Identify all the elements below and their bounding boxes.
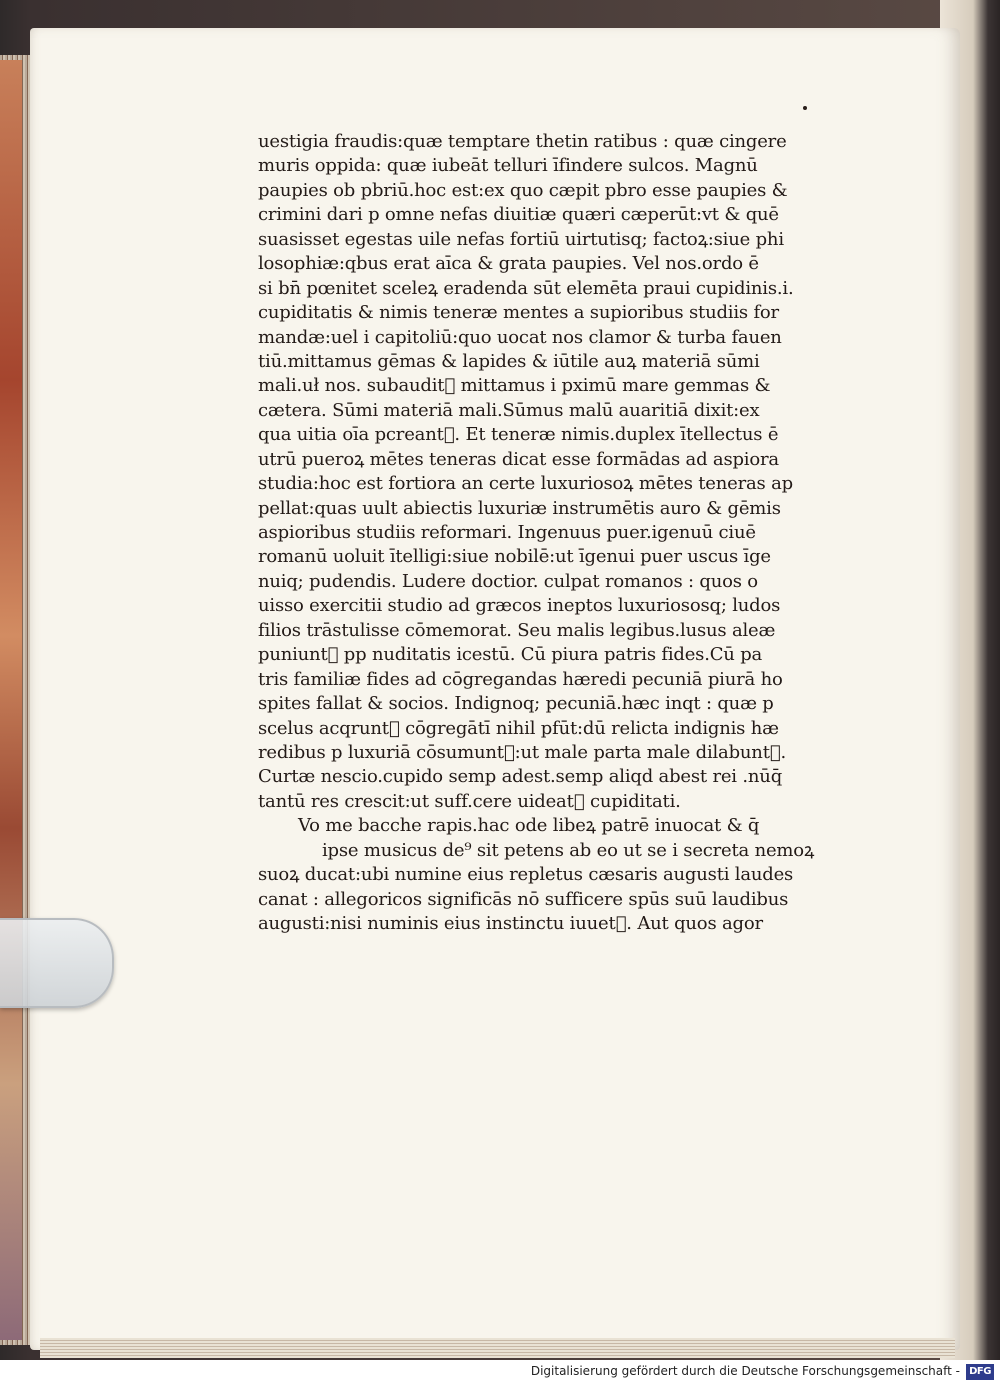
text-line: uisso exercitii studio ad græcos ineptos luxuriososq; ludos [258,595,781,617]
ink-mark [803,106,807,110]
text-line: cupiditatis & nimis teneræ mentes a supioribus studiis for [258,302,779,324]
book-cover-marbled [0,60,22,1340]
footer-bar [0,1360,1000,1385]
text-line: utrū pueroꝝ mētes teneras dicat esse formādas ad aspiora [258,448,779,470]
text-line: scelus acqruntᷣ cōgregātī nihil pfūt:dū relicta indignis hæ [258,717,779,739]
text-line: Vo me bacche rapis.hac ode libeꝝ patrē inuocat & q̄ [298,815,760,837]
text-line: mali.uł nos. subauditᷣ mittamus i pximū mare gemmas & [258,375,771,397]
text-line: tris familiæ fides ad cōgregandas hæredi pecuniā piurā ho [258,668,783,690]
footer-credit-text: Digitalisierung gefördert durch die Deutsche Forschungsgemeinschaft - [530,1364,960,1378]
text-line: crimini dari p omne nefas diuitiæ quæri cæperūt:vt & quē [258,204,779,226]
text-line: muris oppida: quæ iubeāt telluri īfindere sulcos. Magnū [258,155,758,177]
text-line: cætera. Sūmi materiā mali.Sūmus malū auaritiā dixit:ex [258,399,760,421]
text-line: redibus p luxuriā cōsumuntᷣ:ut male parta male dilabuntᷣ. [258,741,787,763]
book-page-edges-bottom [40,1338,955,1358]
text-line: aspioribus studiis reformari. Ingenuus puer.igenuū ciuē [258,522,756,543]
text-line: ipse musicus de⁹ sit petens ab eo ut se i secreta nemoꝝ [322,839,815,861]
text-line: filios trāstulisse cōmemorat. Seu malis legibus.lusus aleæ [258,619,776,641]
text-line: si bn̄ pœnitet sceleꝝ eradenda sūt elemēta praui cupidinis.i. [258,277,794,299]
text-line: pellat:quas uult abiectis luxuriæ instrumētis auro & gēmis [258,497,781,519]
text-line: puniuntᷣ pp nuditatis icestū. Cū piura patris fides.Cū pa [258,644,763,666]
text-line: canat : allegoricos significās nō sufficere spūs suū laudibus [258,888,789,910]
text-line: tiū.mittamus gēmas & lapides & iūtile auꝝ materiā sūmi [258,350,760,372]
dfg-logo: DFG [966,1364,994,1380]
scanner-ruler-clip [0,918,114,1008]
text-line: Curtæ nescio.cupido semp adest.semp aliqd abest rei .nūq̄ [258,766,783,788]
text-line: studia:hoc est fortiora an certe luxuriosoꝝ mētes teneras ap [258,473,793,495]
text-line: uestigia fraudis:quæ temptare thetin ratibus : quæ cingere [258,131,787,152]
text-line: suasisset egestas uile nefas fortiū uirtutisq; factoꝝ:siue phi [258,228,784,250]
text-line: romanū uoluit ītelligi:siue nobilē:ut īgenui puer uscus īge [258,546,771,568]
text-line: augusti:nisi numinis eius instinctu iuuetᷣ. Aut quos agor [258,913,763,934]
text-line: mandæ:uel i capitoliū:quo uocat nos clamor & turba fauen [258,326,782,348]
text-line: spites fallat & socios. Indignoq; pecuniā.hæc inqt : quæ p [258,693,774,715]
text-line: tantū res crescit:ut suff.cere uideatᷣ cupiditati. [258,790,681,812]
text-line: losophiæ:qbus erat aīca & grata paupies. Vel nos.ordo ē [258,253,759,275]
text-line: nuiq; pudendis. Ludere doctior. culpat romanos : quos o [258,570,758,592]
text-line: suoꝝ ducat:ubi numine eius repletus cæsaris augusti laudes [258,864,794,886]
text-line: paupies ob pbriū.hoc est:ex quo cæpit pbro esse paupies & [258,179,788,201]
page-text [258,130,833,936]
text-line: qua uitia oīa pcreantᷣ. Et teneræ nimis.duplex ītellectus ē [258,424,779,446]
